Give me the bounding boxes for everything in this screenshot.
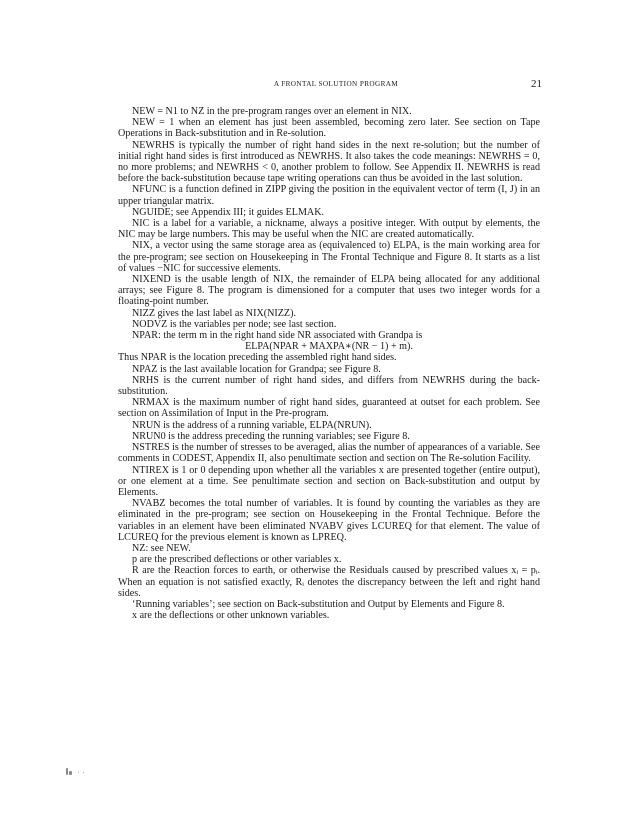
body-text — [118, 106, 540, 621]
page-number: 21 — [531, 78, 542, 90]
running-header — [118, 80, 540, 96]
paragraph: p are the prescribed deflections or other variables x. — [132, 554, 342, 566]
paragraph: NZ: see NEW. — [132, 542, 191, 554]
paragraph: NGUIDE; see Appendix III; it guides ELMAK. — [132, 206, 325, 218]
paragraph: NRUN is the address of a running variable, ELPA(NRUN). — [132, 419, 372, 431]
page-body — [118, 100, 540, 621]
paragraph: ‘Running variables’; see section on Back-substitution and Output by Elements and Figure 8. — [132, 598, 505, 610]
paragraph: NTIREX is 1 or 0 depending upon whether all the variables x are presented together (entire output), or one element at a time. See penultimate section and section on Back-substitution and output by Elements. — [118, 464, 540, 498]
paragraph: NPAR: the term m in the right hand side NR associated with Grandpa is — [132, 330, 423, 342]
running-title: A FRONTAL SOLUTION PROGRAM — [273, 80, 399, 88]
paragraph: NRMAX is the maximum number of right hand sides, guaranteed at outset for each problem. See section on Assimilation of Input in the Pre-program. — [118, 397, 540, 420]
paragraph: x are the deflections or other unknown variables. — [132, 610, 330, 622]
paragraph: NEWRHS is typically the number of right hand sides in the next re-solution; but the number of initial right hand sides is first introduced as NEWRHS. It also takes the code meanings: NEWRHS = 0, no more problems; and NEWRHS < 0, another problem to follow. See Appendix II. NEWRHS is read before the back-substitution because tape writing operations can thus be avoided in the last solution. — [118, 139, 540, 185]
paragraph: NRHS is the current number of right hand sides, and differs from NEWRHS during the back-substitution. — [118, 374, 540, 398]
paragraph: NSTRES is the number of stresses to be averaged, alias the number of appearances of a variable. See comments in CODEST, Appendix II, also penultimate section and section on The Re-solution Facility. — [118, 442, 540, 465]
paragraph: NFUNC is a function defined in ZIPP giving the position in the equivalent vector of term (I, J) in an upper triangular matrix. — [118, 184, 540, 207]
formula: ELPA(NPAR + MAXPA∗(NR − 1) + m). — [245, 341, 413, 353]
paragraph: NPAZ is the last available location for Grandpa; see Figure 8. — [132, 363, 381, 375]
paragraph: NEW = 1 when an element has just been assembled, becoming zero later. See section on Tape Operations in Back-substitution and in Re-solution. — [118, 117, 540, 140]
paragraph: NRUN0 is the address preceding the running variables; see Figure 8. — [132, 430, 410, 442]
paragraph: NIZZ gives the last label as NIX(NIZZ). — [132, 307, 296, 319]
paragraph: NODVZ is the variables per node; see last section. — [132, 318, 337, 330]
paragraph: NVABZ becomes the total number of variables. It is found by counting the variables as they are eliminated in the pre-program; see section on Housekeeping in the Frontal Technique. Before the variables in an element have been eliminated NVABV gives LCUREQ for that element. The value of LCUREQ for the previous element is known as LPREQ. — [118, 498, 540, 543]
scan-specks — [66, 768, 90, 776]
paragraph: NEW = N1 to NZ in the pre-program ranges over an element in NIX. — [132, 106, 412, 117]
paragraph: NIC is a label for a variable, a nickname, always a positive integer. With output by elements, the NIC may be large numbers. This may be useful when the NIC are created automatically. — [118, 218, 540, 241]
paragraph: NIX, a vector using the same storage area as (equivalenced to) ELPA, is the main working area for the pre-program; see section on Housekeeping in The Frontal Technique and Figure 8. It starts as a list of values −NIC for successive elements. — [118, 240, 540, 274]
paragraph: Thus NPAR is the location preceding the assembled right hand sides. — [118, 352, 397, 364]
paragraph: NIXEND is the usable length of NIX, the remainder of ELPA being allocated for any additional arrays; see Figure 8. The program is dimensioned for a computer that uses two integer words for a floating-point number. — [118, 274, 540, 308]
paragraph: R are the Reaction forces to earth, or otherwise the Residuals caused by prescribed values xᵢ = pᵢ. When an equation is not satisfied exactly, Rᵢ denotes the discrepancy between the left and right hand sides. — [118, 565, 540, 599]
